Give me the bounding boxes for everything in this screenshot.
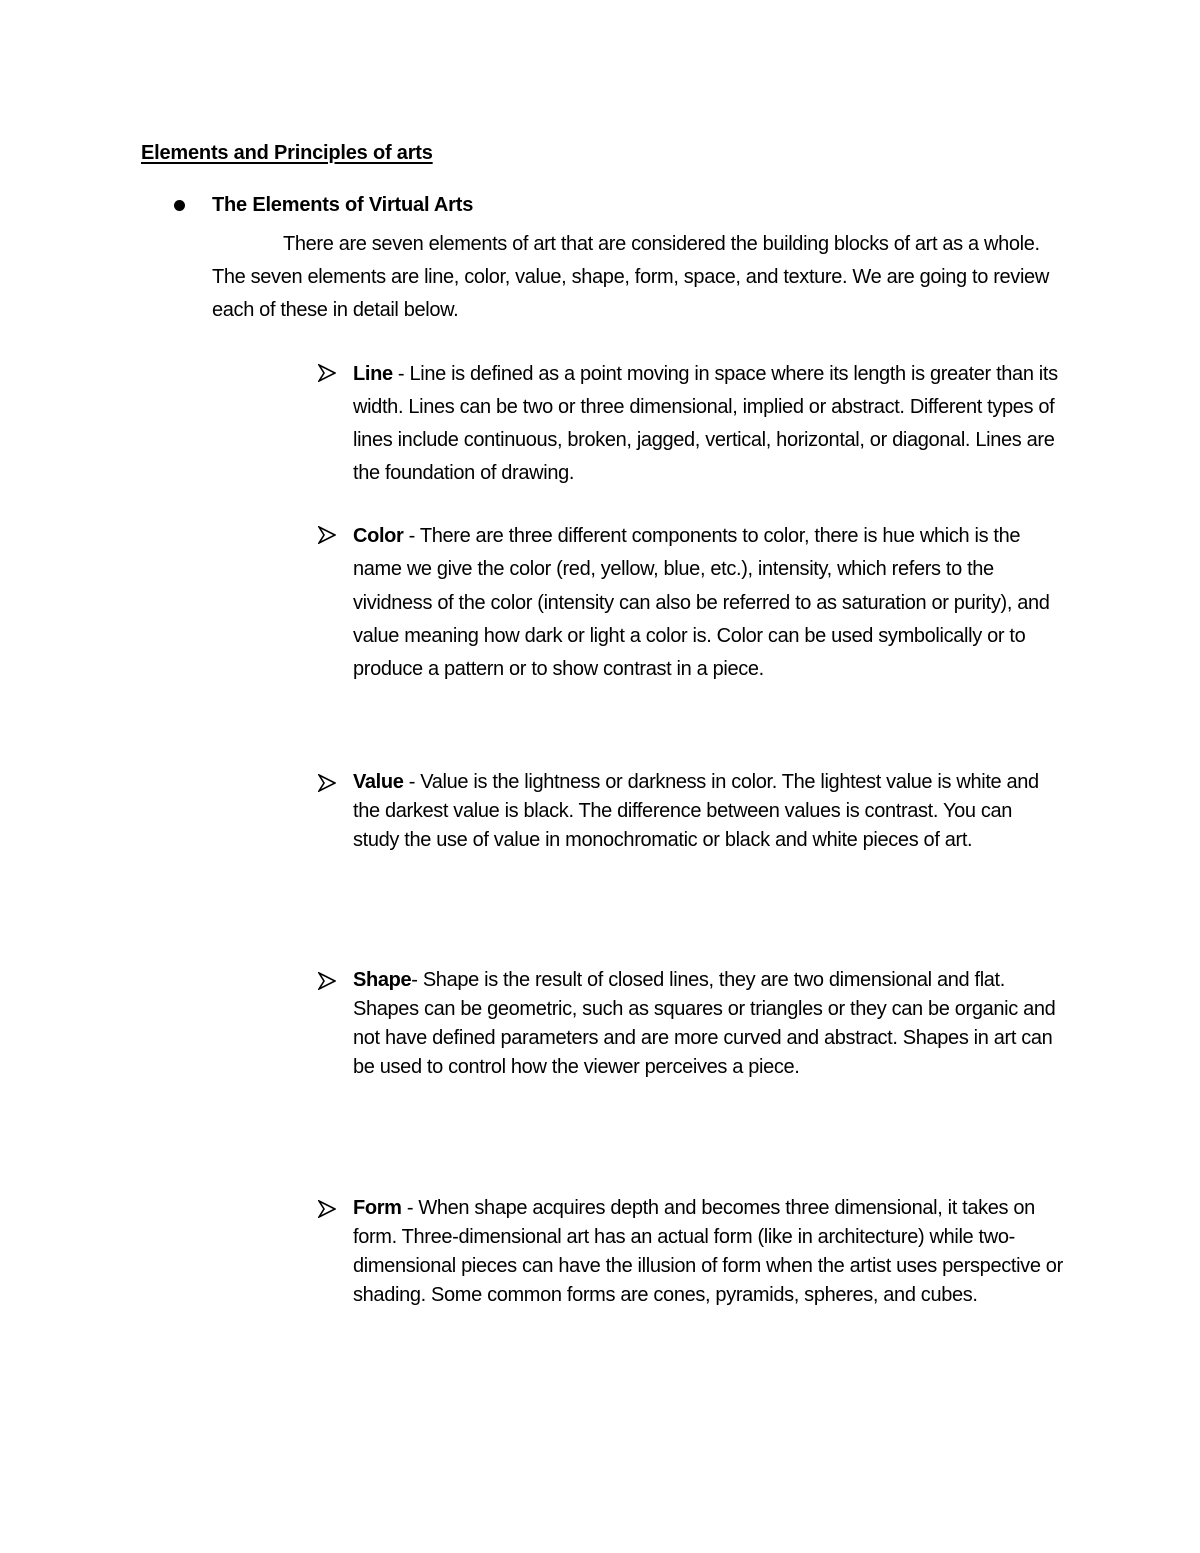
list-item-value — [318, 768, 1063, 855]
list-item-term: Line — [353, 363, 393, 385]
list-item-separator: - — [392, 363, 410, 385]
list-item-term: Color — [353, 525, 404, 547]
list-item-color — [318, 520, 1063, 686]
list-item-text — [353, 520, 1063, 686]
list-item-description: Shape is the result of closed lines, they are two dimensional and flat. Shapes can be geometric, such as squares or triangles or they can be organic and not have defined parameters and are more curved and abstract. Shapes in art can be used to control how the viewer perceives a piece. — [353, 969, 1056, 1078]
list-item-separator: - — [401, 1197, 419, 1219]
filled-circle-bullet-icon — [174, 200, 185, 211]
arrowhead-icon — [318, 526, 336, 544]
section-intro-paragraph: There are seven elements of art that are considered the building blocks of art as a whole. The seven elements are line, color, value, shape, form, space, and texture. We are going to review each of these in detail below. — [212, 233, 1049, 321]
list-item-text — [353, 1194, 1063, 1310]
list-item-separator: - — [403, 525, 420, 547]
section-heading: The Elements of Virtual Arts — [212, 194, 474, 216]
list-item-description: When shape acquires depth and becomes three dimensional, it takes on form. Three-dimensional art has an actual form (like in architecture) while two-dimensional pieces can have the illusion of form when the artist uses perspective or shading. Some common forms are cones, pyramids, spheres, and cubes. — [353, 1197, 1063, 1306]
list-item-term: Value — [353, 771, 404, 793]
list-item-text — [353, 966, 1063, 1082]
list-item-text — [353, 358, 1063, 490]
list-item-shape — [318, 966, 1063, 1082]
list-item-description: Line is defined as a point moving in space where its length is greater than its width. Lines can be two or three dimensional, implied or abstract. Different types of lines include continuous, broken, jagged, vertical, horizontal, or diagonal. Lines are the foundation of drawing. — [353, 363, 1058, 484]
arrowhead-icon — [318, 1200, 336, 1218]
list-item-separator: - — [403, 771, 421, 793]
list-item-line — [318, 358, 1063, 490]
arrowhead-icon — [318, 774, 336, 792]
list-item-form — [318, 1194, 1063, 1310]
document-title: Elements and Principles of arts — [141, 142, 433, 164]
list-item-description: Value is the lightness or darkness in color. The lightest value is white and the darkest value is black. The difference between values is contrast. You can study the use of value in monochromatic or black and white pieces of art. — [353, 771, 1039, 851]
arrowhead-icon — [318, 364, 336, 382]
list-item-text — [353, 768, 1063, 855]
arrowhead-icon — [318, 972, 336, 990]
list-item-term: Shape — [353, 969, 412, 991]
list-item-term: Form — [353, 1197, 402, 1219]
section-heading-row — [174, 194, 473, 217]
list-item-description: There are three different components to color, there is hue which is the name we give the color (red, yellow, blue, etc.), intensity, which refers to the vividness of the color (intensity can also be referred to as saturation or purity), and value meaning how dark or light a color is. Color can be used symbolically or to produce a pattern or to show contrast in a piece. — [353, 525, 1050, 681]
list-item-separator: - — [411, 969, 423, 991]
